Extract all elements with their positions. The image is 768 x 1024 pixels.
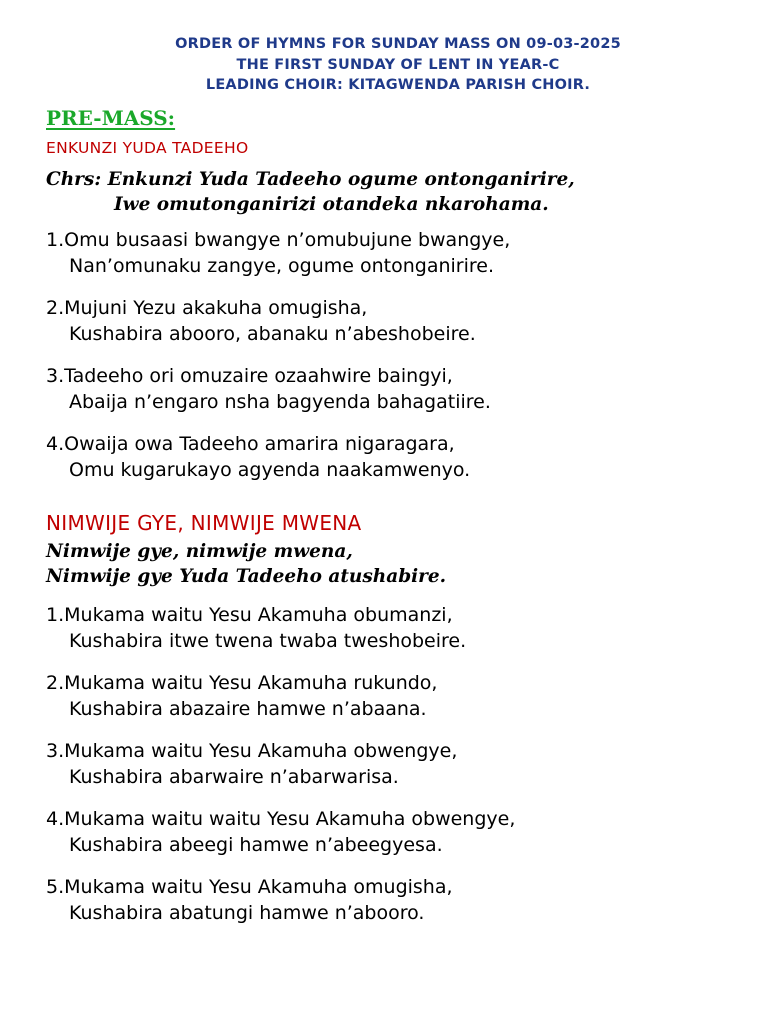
- verse-line: 2.Mujuni Yezu akakuha omugisha,: [46, 297, 368, 319]
- verse-line: Nan’omunaku zangye, ogume ontonganirire.: [69, 255, 495, 277]
- verse-line: Kushabira abazaire hamwe n’abaana.: [69, 698, 427, 720]
- hymn1-title: ENKUNZI YUDA TADEEHO: [46, 139, 249, 157]
- hymn1-verse-1: [46, 227, 510, 279]
- hymn2-chorus-line1: Nimwije gye, nimwije mwena,: [46, 541, 353, 562]
- hymn2-chorus: [46, 539, 446, 589]
- hymn2-verse-4: [46, 806, 515, 858]
- hymn1-verses: [46, 227, 510, 483]
- verse-line: 3.Tadeeho ori omuzaire ozaahwire baingyi,: [46, 365, 453, 387]
- hymn2-verses: [46, 602, 515, 926]
- header-occasion: THE FIRST SUNDAY OF LENT IN YEAR-C: [236, 56, 560, 73]
- verse-line: Omu kugarukayo agyenda naakamwenyo.: [69, 459, 471, 481]
- hymn1-chorus-line2: Iwe omutonganirizi otandeka nkarohama.: [114, 194, 549, 215]
- hymn1-verse-3: [46, 363, 510, 415]
- verse-line: Kushabira abooro, abanaku n’abeshobeire.: [69, 323, 476, 345]
- verse-line: Abaija n’engaro nsha bagyenda bahagatiire.: [69, 391, 491, 413]
- verse-line: Kushabira itwe twena twaba tweshobeire.: [69, 630, 467, 652]
- verse-line: Kushabira abatungi hamwe n’abooro.: [69, 902, 425, 924]
- header-choir: LEADING CHOIR: KITAGWENDA PARISH CHOIR.: [205, 77, 591, 93]
- verse-line: 1.Mukama waitu Yesu Akamuha obumanzi,: [46, 604, 453, 626]
- verse-line: Kushabira abarwaire n’abarwarisa.: [69, 766, 399, 788]
- hymn1-verse-2: [46, 295, 510, 347]
- verse-line: 4.Mukama waitu waitu Yesu Akamuha obwengye,: [46, 808, 516, 830]
- verse-line: 3.Mukama waitu Yesu Akamuha obwengye,: [46, 740, 458, 762]
- verse-line: Kushabira abeegi hamwe n’abeegyesa.: [69, 834, 443, 856]
- verse-line: 5.Mukama waitu Yesu Akamuha omugisha,: [46, 876, 453, 898]
- hymn1-verse-4: [46, 431, 510, 483]
- hymn2-verse-1: [46, 602, 515, 654]
- section-title-pre-mass: PRE-MASS:: [46, 106, 176, 130]
- hymn2-chorus-line2: Nimwije gye Yuda Tadeeho atushabire.: [46, 566, 447, 587]
- verse-line: 2.Mukama waitu Yesu Akamuha rukundo,: [46, 672, 438, 694]
- hymn1-chorus: [46, 167, 575, 217]
- hymn1-chorus-line1: Chrs: Enkunzi Yuda Tadeeho ogume ontonganirire,: [46, 169, 575, 190]
- header-title: ORDER OF HYMNS FOR SUNDAY MASS ON 09-03-2025: [175, 36, 621, 52]
- hymn2-verse-2: [46, 670, 515, 722]
- verse-line: 4.Owaija owa Tadeeho amarira nigaragara,: [46, 433, 455, 455]
- hymn2-verse-3: [46, 738, 515, 790]
- verse-line: 1.Omu busaasi bwangye n’omubujune bwangye,: [46, 229, 511, 251]
- hymn2-title: NIMWIJE GYE, NIMWIJE MWENA: [46, 511, 362, 535]
- hymn2-verse-5: [46, 874, 515, 926]
- document-header: [0, 34, 768, 96]
